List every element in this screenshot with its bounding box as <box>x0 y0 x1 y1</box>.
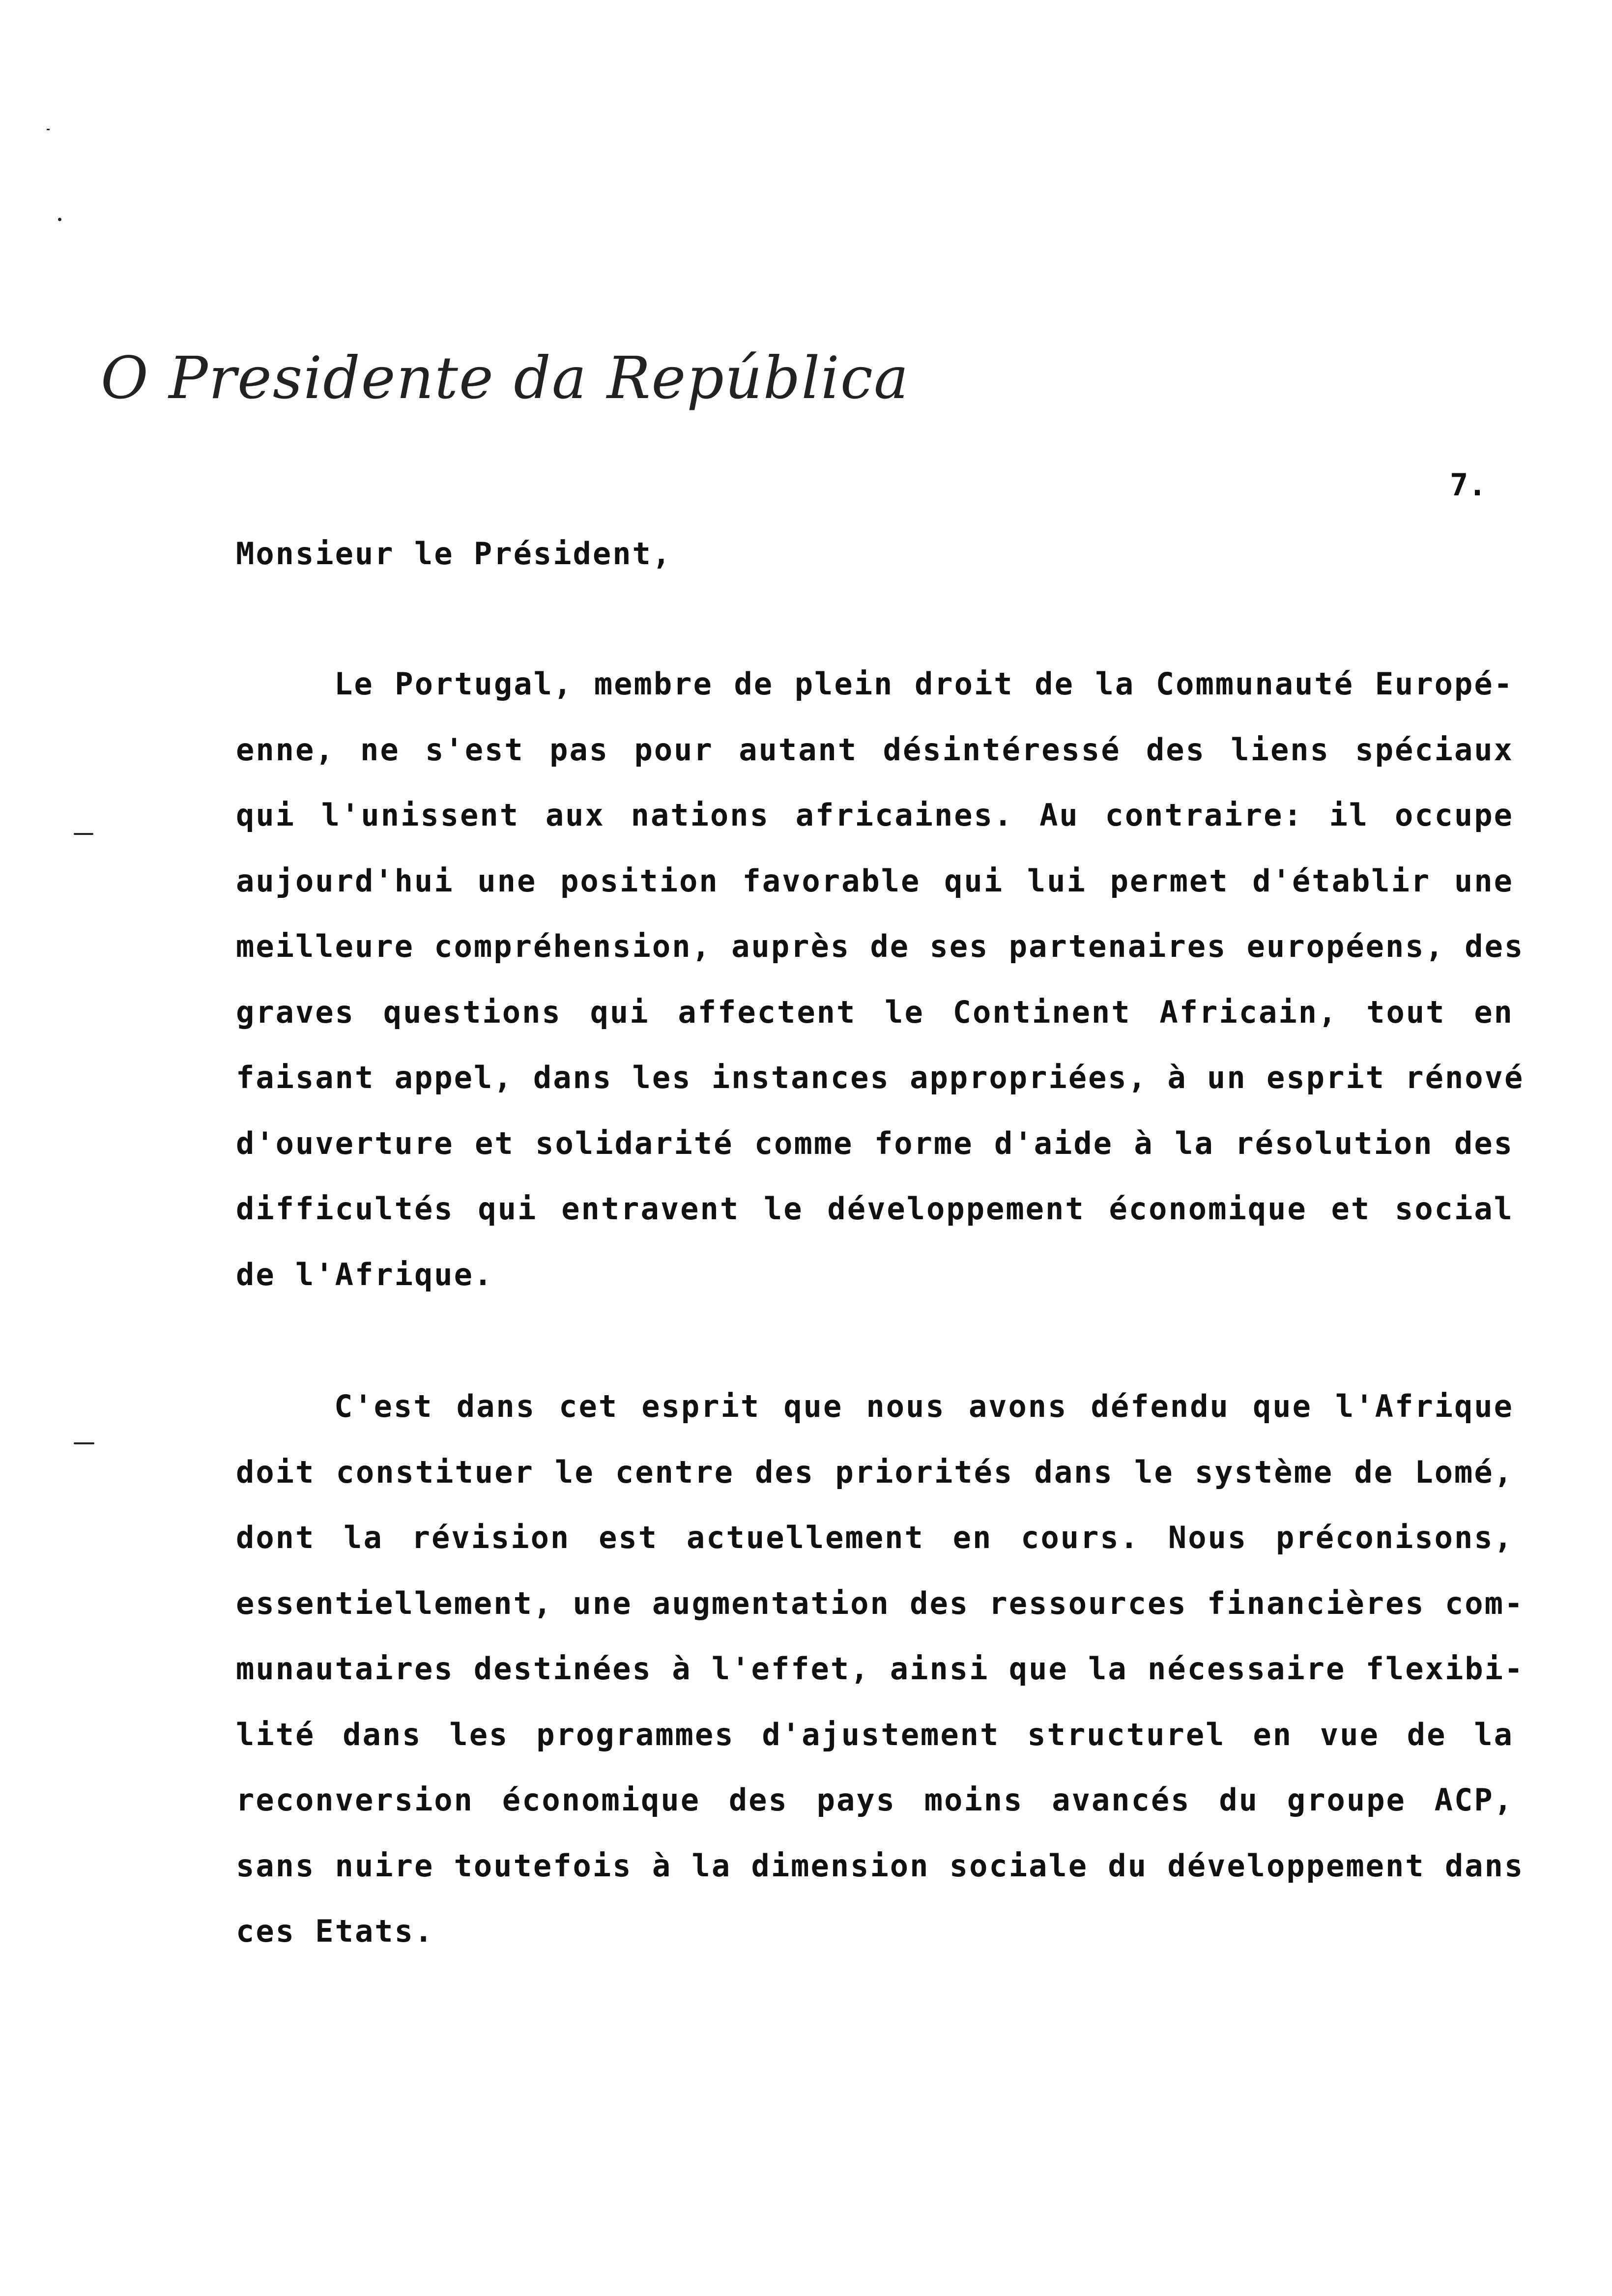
text-line: C'est dans cet esprit que nous avons défendu que l'Afrique <box>334 1388 1514 1424</box>
text-line: faisant appel, dans les instances appropriées, à un esprit rénové <box>236 1060 1525 1095</box>
text-line: aujourd'hui une position favorable qui lui permet d'établir une <box>236 862 1514 899</box>
text-line: dont la révision est actuellement en cours. Nous préconisons, <box>236 1520 1514 1555</box>
paragraph-2 <box>236 1374 1525 1964</box>
paragraph-1 <box>236 651 1525 1307</box>
text-line: de l'Afrique. <box>236 1256 494 1292</box>
text-line: graves questions qui affectent le Continent Africain, tout en <box>236 994 1514 1030</box>
text-line: difficultés qui entravent le développement économique et social <box>236 1191 1514 1227</box>
text-line: munautaires destinées à l'effet, ainsi que la nécessaire flexibi- <box>236 1651 1525 1687</box>
margin-mark <box>74 1442 94 1444</box>
text-line: qui l'unissent aux nations africaines. Au contraire: il occupe <box>236 797 1514 833</box>
text-line: reconversion économique des pays moins avancés du groupe ACP, <box>236 1782 1514 1818</box>
text-line: sans nuire toutefois à la dimension sociale du développement dans <box>236 1847 1525 1884</box>
scan-speck <box>58 218 61 221</box>
text-line: Le Portugal, membre de plein droit de la Communauté Europé- <box>334 666 1514 702</box>
text-line: lité dans les programmes d'ajustement structurel en vue de la <box>236 1716 1514 1752</box>
text-line: enne, ne s'est pas pour autant désintéressé des liens spéciaux <box>236 731 1514 768</box>
text-line: d'ouverture et solidarité comme forme d'aide à la résolution des <box>236 1125 1514 1161</box>
text-line: doit constituer le centre des priorités dans le système de Lomé, <box>236 1454 1514 1490</box>
text-line: essentiellement, une augmentation des ressources financières com- <box>236 1585 1525 1621</box>
margin-mark <box>74 833 93 835</box>
text-line: ces Etats. <box>236 1913 434 1949</box>
page-number: 7. <box>1450 467 1487 503</box>
salutation: Monsieur le Président, <box>236 536 672 572</box>
scan-speck <box>47 129 50 130</box>
letterhead: O Presidente da República <box>101 344 910 412</box>
text-line: meilleure compréhension, auprès de ses partenaires européens, des <box>236 928 1525 964</box>
